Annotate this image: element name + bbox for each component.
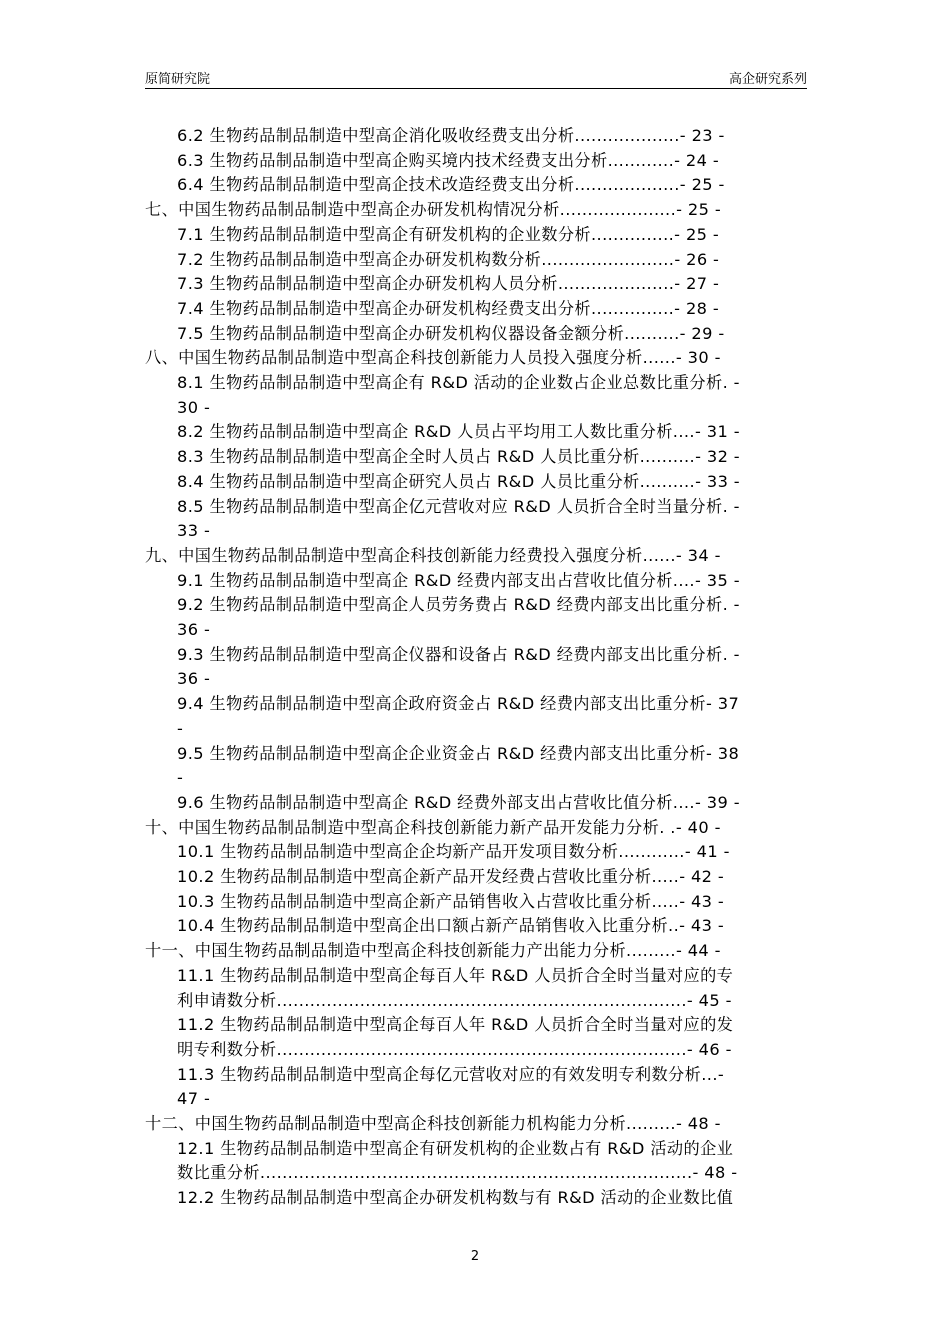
toc-section-entry[interactable]: 36 - bbox=[177, 620, 211, 639]
header-institute: 原简研究院 bbox=[145, 72, 211, 87]
toc-section-entry[interactable]: 8.2 生物药品制品制造中型高企 R&D 人员占平均用工人数比重分析....- 31 - bbox=[177, 422, 740, 442]
toc-section-entry[interactable]: 33 - bbox=[177, 521, 211, 541]
toc-section-entry[interactable]: 9.2 生物药品制品制造中型高企人员劳务费占 R&D 经费内部支出比重分析. - bbox=[177, 595, 740, 615]
toc-section-entry[interactable]: 明专利数分析..........................................................................- 46 - bbox=[177, 1039, 732, 1059]
toc-section-entry[interactable]: 8.5 生物药品制品制造中型高企亿元营收对应 R&D 人员折合全时当量分析. - bbox=[177, 496, 740, 516]
toc-chapter-entry[interactable]: 八、中国生物药品制品制造中型高企科技创新能力人员投入强度分析......- 30 - bbox=[145, 348, 721, 368]
toc-section-entry[interactable]: 30 - bbox=[177, 397, 211, 417]
toc-chapter-entry[interactable]: 十、中国生物药品制品制造中型高企科技创新能力新产品开发能力分析. .- 40 - bbox=[145, 817, 721, 837]
toc-section-entry[interactable]: 11.1 生物药品制品制造中型高企每百人年 R&D 人员折合全时当量对应的专 bbox=[177, 965, 734, 985]
toc-section-entry[interactable]: 利申请数分析..........................................................................- 45 - bbox=[177, 990, 732, 1010]
toc-section-entry[interactable]: 7.1 生物药品制品制造中型高企有研发机构的企业数分析...............- 25 - bbox=[177, 224, 720, 244]
toc-section-entry[interactable]: 7.2 生物药品制品制造中型高企办研发机构数分析........................- 26 - bbox=[177, 249, 720, 269]
toc-section-entry[interactable]: 10.1 生物药品制品制造中型高企企均新产品开发项目数分析............- 41 - bbox=[177, 842, 730, 862]
toc-section-entry[interactable]: 8.1 生物药品制品制造中型高企有 R&D 活动的企业数占企业总数比重分析. - bbox=[177, 373, 740, 392]
toc-section-entry[interactable]: 10.2 生物药品制品制造中型高企新产品开发经费占营收比重分析.....- 42 - bbox=[177, 867, 725, 886]
toc-section-entry[interactable]: 9.6 生物药品制品制造中型高企 R&D 经费外部支出占营收比值分析....- 39 - bbox=[177, 792, 740, 812]
toc-chapter-entry[interactable]: 九、中国生物药品制品制造中型高企科技创新能力经费投入强度分析......- 34 - bbox=[145, 545, 721, 565]
page-header bbox=[145, 66, 807, 89]
toc-section-entry[interactable]: - bbox=[177, 718, 184, 738]
toc-section-entry[interactable]: 10.4 生物药品制品制造中型高企出口额占新产品销售收入比重分析..- 43 - bbox=[177, 916, 725, 936]
toc-section-entry[interactable]: 7.3 生物药品制品制造中型高企办研发机构人员分析.....................- 27 - bbox=[177, 274, 720, 294]
toc-section-entry[interactable]: 47 - bbox=[177, 1089, 211, 1109]
toc-section-entry[interactable]: 9.4 生物药品制品制造中型高企政府资金占 R&D 经费内部支出比重分析- 37 bbox=[177, 694, 740, 714]
toc-section-entry[interactable]: 9.3 生物药品制品制造中型高企仪器和设备占 R&D 经费内部支出比重分析. - bbox=[177, 644, 740, 664]
toc-section-entry[interactable]: 8.3 生物药品制品制造中型高企全时人员占 R&D 人员比重分析..........- 32 - bbox=[177, 447, 741, 467]
toc-section-entry[interactable]: 数比重分析..............................................................................- 48 - bbox=[177, 1163, 738, 1183]
toc-section-entry[interactable]: 12.2 生物药品制品制造中型高企办研发机构数与有 R&D 活动的企业数比值 bbox=[177, 1188, 734, 1208]
toc-section-entry[interactable]: 7.5 生物药品制品制造中型高企办研发机构仪器设备金额分析..........- 29 - bbox=[177, 323, 725, 343]
toc-section-entry[interactable]: 11.2 生物药品制品制造中型高企每百人年 R&D 人员折合全时当量对应的发 bbox=[177, 1015, 734, 1035]
toc-chapter-entry[interactable]: 十二、中国生物药品制品制造中型高企科技创新能力机构能力分析.........- 48 - bbox=[145, 1114, 721, 1133]
toc-section-entry[interactable]: 12.1 生物药品制品制造中型高企有研发机构的企业数占有 R&D 活动的企业 bbox=[177, 1138, 734, 1158]
toc-section-entry[interactable]: 10.3 生物药品制品制造中型高企新产品销售收入占营收比重分析.....- 43 - bbox=[177, 891, 725, 911]
toc-section-entry[interactable]: - bbox=[177, 768, 184, 788]
toc-section-entry[interactable]: 36 - bbox=[177, 669, 211, 689]
toc-section-entry[interactable]: 8.4 生物药品制品制造中型高企研究人员占 R&D 人员比重分析..........- 33 - bbox=[177, 471, 741, 491]
toc-section-entry[interactable]: 11.3 生物药品制品制造中型高企每亿元营收对应的有效发明专利数分析...- bbox=[177, 1064, 725, 1084]
toc-chapter-entry[interactable]: 十一、中国生物药品制品制造中型高企科技创新能力产出能力分析.........- 44 - bbox=[145, 941, 721, 961]
toc-section-entry[interactable]: 7.4 生物药品制品制造中型高企办研发机构经费支出分析...............- 28 - bbox=[177, 298, 720, 318]
header-series: 高企研究系列 bbox=[728, 72, 807, 87]
toc-section-entry[interactable]: 6.2 生物药品制品制造中型高企消化吸收经费支出分析...................- 23 - bbox=[177, 126, 725, 145]
toc-chapter-entry[interactable]: 七、中国生物药品制品制造中型高企办研发机构情况分析.....................- 25 - bbox=[145, 200, 722, 220]
toc-section-entry[interactable]: 9.5 生物药品制品制造中型高企企业资金占 R&D 经费内部支出比重分析- 38 bbox=[177, 743, 740, 763]
toc-section-entry[interactable]: 6.3 生物药品制品制造中型高企购买境内技术经费支出分析............- 24 - bbox=[177, 150, 720, 170]
page-number: 2 bbox=[470, 1249, 480, 1264]
toc-section-entry[interactable]: 9.1 生物药品制品制造中型高企 R&D 经费内部支出占营收比值分析....- 35 - bbox=[177, 570, 740, 590]
toc-section-entry[interactable]: 6.4 生物药品制品制造中型高企技术改造经费支出分析...................- 25 - bbox=[177, 175, 725, 195]
